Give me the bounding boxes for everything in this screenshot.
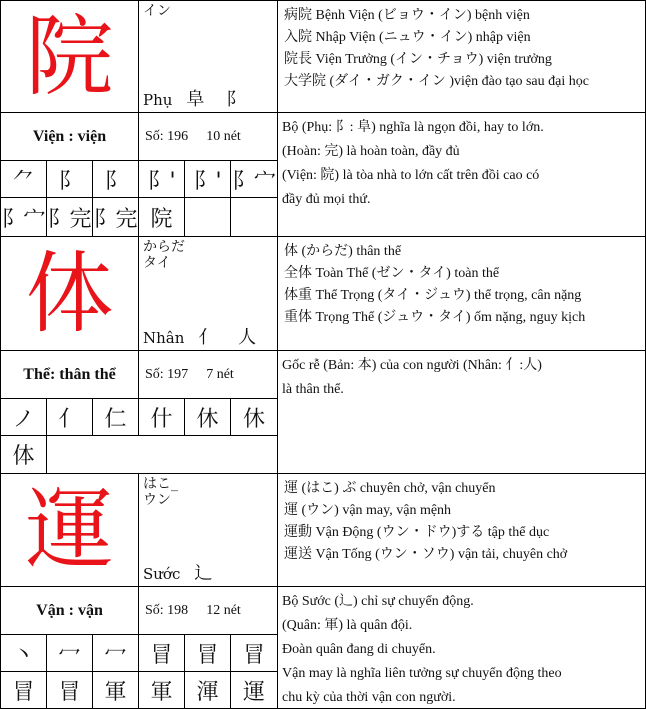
kanji-number: Số: 198	[145, 602, 189, 618]
stroke-step: 阝'	[184, 160, 231, 198]
explanation-line: Gốc rễ (Bản: 本) của con người (Nhân: 亻:人)	[282, 358, 542, 373]
explanation-line: là thân thể.	[282, 382, 344, 397]
meaning-line: 病院 Bệnh Viện (ビョウ・イン) bệnh viện	[284, 8, 530, 23]
radical	[143, 89, 253, 110]
explanation-line: đầy đủ mọi thứ.	[282, 192, 371, 207]
meaning-line: 大学院 (ダイ・ガク・イン )viện đào tạo sau đại học	[284, 74, 589, 89]
explanation-line: (Viện: 院) là tòa nhà to lớn cất trên đồi cao có	[282, 168, 540, 183]
radical-kanji: 亻 人	[198, 327, 265, 348]
big-kanji: 運	[0, 473, 139, 587]
meanings-cell	[277, 473, 646, 587]
stroke-count: 12 nét	[206, 602, 241, 618]
radical-kanji: 辶	[194, 563, 221, 584]
meanings-cell	[277, 236, 646, 351]
stat-cell	[138, 586, 278, 635]
reading-line: タイ	[143, 255, 171, 271]
meaning-line: 体 (からだ) thân thể	[284, 244, 402, 259]
kanji-entry	[0, 0, 646, 237]
kanji-number: Số: 197	[145, 366, 189, 382]
explanation-line: Bộ Sước (辶) chỉ sự chuyển động.	[282, 594, 474, 609]
radical-label: Phụ	[143, 91, 173, 109]
stroke-step: 亻	[46, 398, 93, 436]
kanji-entry	[0, 473, 646, 709]
entry-title: Viện : viện	[0, 112, 139, 161]
radical-label: Nhân	[143, 329, 185, 347]
stroke-step: 体	[0, 435, 47, 474]
explanation-line: Bộ (Phụ: 阝: 阜) nghĩa là ngọn đồi, hay to lớn.	[282, 120, 544, 135]
stroke-step: 阝'	[138, 160, 185, 198]
stroke-step: 冒	[46, 671, 93, 709]
reading-line: ウン	[143, 492, 171, 508]
explanation-line: chu kỳ của thời vận con người.	[282, 690, 456, 705]
stroke-step-empty	[230, 197, 278, 237]
stat-cell	[138, 112, 278, 161]
stroke-step: 阝宀	[0, 197, 47, 237]
readings-cell	[138, 473, 278, 587]
meanings-cell	[277, 0, 646, 113]
stroke-step: ⺈	[0, 160, 47, 198]
stroke-step: 冒	[0, 671, 47, 709]
explanation-cell	[277, 350, 646, 474]
stroke-step: 仁	[92, 398, 139, 436]
stroke-step: 冖	[92, 634, 139, 672]
radical	[143, 327, 265, 348]
stroke-step: 阝宀	[230, 160, 278, 198]
stroke-count: 7 nét	[206, 366, 234, 382]
readings-cell	[138, 0, 278, 113]
stroke-step: 冒	[230, 634, 278, 672]
big-kanji: 体	[0, 236, 139, 351]
explanation-line: (Quân: 軍) là quân đội.	[282, 618, 413, 633]
meaning-line: 全体 Toàn Thể (ゼン・タイ) toàn thể	[284, 266, 500, 281]
radical-label: Sước	[143, 565, 181, 583]
radical	[143, 563, 221, 584]
stroke-step: 什	[138, 398, 185, 436]
meaning-line: 運 (はこ) ぶ chuyên chở, vận chuyển	[284, 481, 496, 496]
stroke-step: 阝完	[46, 197, 93, 237]
meaning-line: 運動 Vận Động (ウン・ドウ)する tập thể dục	[284, 525, 550, 540]
big-kanji: 院	[0, 0, 139, 113]
meaning-line: 重体 Trọng Thể (ジュウ・タイ) ốm nặng, nguy kịch	[284, 310, 586, 325]
stroke-step-empty	[46, 435, 278, 474]
explanation-cell	[277, 112, 646, 237]
stroke-step: 運	[230, 671, 278, 709]
stroke-step: 軍	[138, 671, 185, 709]
stroke-step: 丶	[0, 634, 47, 672]
stroke-step: ノ	[0, 398, 47, 436]
kanji-entry	[0, 236, 646, 474]
explanation-line: Đoàn quân đang di chuyển.	[282, 642, 436, 657]
stroke-step: 院	[138, 197, 185, 237]
meaning-line: 入院 Nhập Viện (ニュウ・イン) nhập viện	[284, 30, 531, 45]
stroke-step: 軍	[92, 671, 139, 709]
meaning-line: 運送 Vận Tống (ウン・ソウ) vận tải, chuyên chở	[284, 547, 568, 562]
meaning-line: 運 (ウン) vận may, vận mệnh	[284, 503, 452, 518]
stroke-step: 休	[184, 398, 231, 436]
meaning-line: 体重 Thể Trọng (タイ・ジュウ) thể trọng, cân nặng	[284, 288, 582, 303]
stat-cell	[138, 350, 278, 399]
meaning-line: 院長 Viện Trưởng (イン・チョウ) viện trưởng	[284, 52, 552, 67]
stroke-step-empty	[184, 197, 231, 237]
stroke-step: 阝	[46, 160, 93, 198]
explanation-cell	[277, 586, 646, 709]
entry-title: Vận : vận	[0, 586, 139, 635]
stroke-step: 渾	[184, 671, 231, 709]
stroke-step: 冒	[138, 634, 185, 672]
stroke-step: 冖	[46, 634, 93, 672]
readings-cell	[138, 236, 278, 351]
explanation-line: Vận may là nghĩa liên tưởng sự chuyển động theo	[282, 666, 562, 681]
kanji-number: Số: 196	[145, 128, 189, 144]
stroke-step: 阝	[92, 160, 139, 198]
stroke-step: 冒	[184, 634, 231, 672]
stroke-step: 阝完	[92, 197, 139, 237]
stroke-step: 休	[230, 398, 278, 436]
explanation-line: (Hoàn: 完) là hoàn toàn, đầy đủ	[282, 144, 460, 159]
reading-line: はこ_	[143, 476, 178, 492]
radical-kanji: 阜 阝	[186, 89, 253, 110]
reading-line: イン	[143, 3, 171, 19]
reading-line: からだ	[143, 239, 185, 255]
entry-title: Thể: thân thể	[0, 350, 139, 399]
stroke-count: 10 nét	[206, 128, 241, 144]
